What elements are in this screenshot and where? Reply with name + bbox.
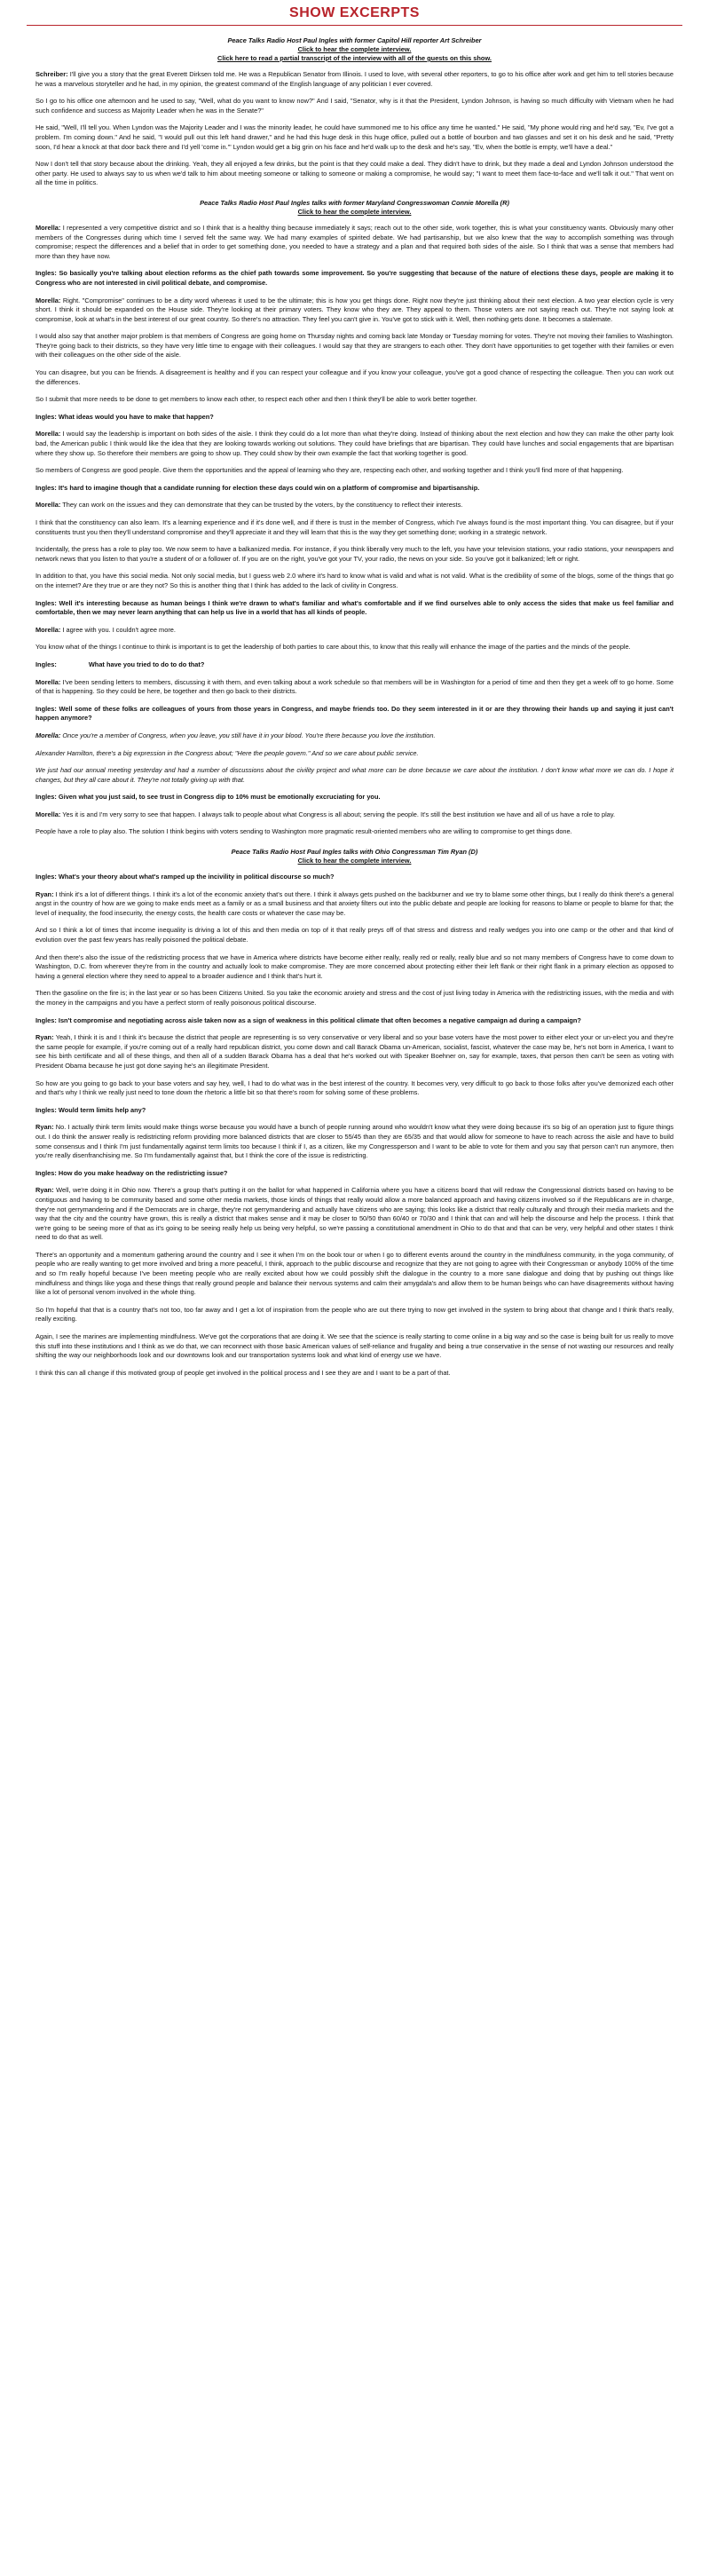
paragraph-text: You can disagree, but you can be friends. A disagreement is healthy and if you can respect your colleague and if you know your colleague, you've got a good chance of respecting the colleague. Then you can work out the differences. <box>35 368 674 386</box>
transcript-paragraph <box>35 1306 674 1324</box>
paragraph-text: I represented a very competitive district and so I think that is a healthy thing because immediately it says; reach out to the other side, work together, this is what your constituency wants. Obviously many other members of the Congresses during which time I served felt the same way. We had many examples of spirited debate. We had partisanship, but we also knew that the way to accomplish something was through compromise; respect the differences and a belief that in order to get something done, you needed to have a strategy and a plan and that required both sides of the aisle. So I think that was a sense that members had more than they have now. <box>35 223 674 260</box>
transcript-paragraph <box>35 678 674 697</box>
transcript-paragraph <box>35 1106 674 1116</box>
speaker-label: Morella: <box>35 501 61 510</box>
transcript-paragraph <box>35 989 674 1007</box>
paragraph-text: I think this can all change if this motivated group of people get involved in the political process and I see they are and I want to be a part of that. <box>35 1368 451 1377</box>
transcript-paragraph <box>35 1016 674 1026</box>
speaker-label: Morella: <box>35 430 61 439</box>
transcript-paragraph <box>35 395 674 405</box>
paragraph-text: Again, I see the marines are implementing mindfulness. We've got the corporations that are doing it. We see that the science is really starting to come online in a big way and so the case is being built for us really to move this stuff into these institutions and I think as we do that, we can reconnect with those basic American values of self-reliance and frugality and being a true conservative in the sense of not wasting our resources and really shifting the way our neighborhoods look and our downtowns look and our transportation systems look and what kind of energy use we have. <box>35 1332 674 1360</box>
paragraph-text: Once you're a member of Congress, when you leave, you still have it in your blood. You're there because you love the institution. <box>62 731 436 739</box>
paragraph-text: What ideas would you have to make that happen? <box>58 412 214 421</box>
paragraph-text: You know what of the things I continue to think is important is to get the leadership of both parties to care about this, to know that this really will enhance the image of the parties and the minds of the people. <box>35 643 631 652</box>
speaker-label: Ingles: <box>35 1015 57 1024</box>
speaker-label: Ingles: <box>35 793 57 802</box>
speaker-label: Ingles: <box>35 704 57 713</box>
transcript-paragraph <box>35 873 674 882</box>
transcript-paragraph <box>35 1332 674 1361</box>
paragraph-text: So members of Congress are good people. Give them the opportunities and the appeal of learning who they are, respecting each other, and working together and I think you'll find more of that happening. <box>35 466 624 475</box>
transcript-paragraph <box>35 572 674 590</box>
transcript-paragraph <box>35 368 674 387</box>
transcript-paragraph <box>35 224 674 261</box>
paragraph-text: So I submit that more needs to be done to get members to know each other, to respect each other and then I think they'll be able to work better together. <box>35 395 477 404</box>
transcript-paragraph <box>35 296 674 325</box>
transcript-paragraph <box>35 810 674 820</box>
transcript-paragraph <box>35 518 674 537</box>
paragraph-text: And then there's also the issue of the redistricting process that we have in America where districts have become either really, really red or really, really blue and so not many members of Congress have to come down to Washington, D.C. from wherever they're from in the country and actually look to make compromise. They are more concerned about protecting either their left flank or their right flank in a primary election as opposed to having a general election where they need to appeal to a broader audience and I think that's hurt it. <box>35 952 674 980</box>
interview-section <box>0 848 709 1378</box>
transcript-paragraph <box>35 1033 674 1071</box>
transcript-paragraph <box>35 1251 674 1298</box>
transcript-paragraph <box>35 332 674 360</box>
paragraph-text: Well, we're doing it in Ohio now. There's a group that's putting it on the ballot for what happened in California where you have a citizens board that will redraw the Congressional districts based on having to be contiguous and having to be community based and some other media markets, those kinds of things that really would allow a more balanced approach and having citizens involved so if the Republicans are in charge, they're not gerrymandering and if the Democrats are in charge, they're not gerrymandering and actually have citizens who are saying; this looks like a district that really culturally and through their media markets and the way that the city and the country have grown, this is really a district that makes sense and it may be closer to 50/50 than 60/40 or 70/30 and I think that can and will help the discourse and help the process. I think that we're going to be seeing more of that as it's going to be seeing really help us being very helpful, so we're passing a constitutional amendment in Ohio to do that and that can be very, very helpful and other states I think need to do that as well. <box>35 1186 674 1242</box>
transcript-paragraph <box>35 599 674 618</box>
paragraph-text: Isn't compromise and negotiating across aisle taken now as a sign of weakness in this political climate that often becomes a negative campaign ad during a campaign? <box>58 1015 581 1024</box>
paragraph-text: I think that the constituency can also learn. It's a learning experience and if it's done well, and if there is trust in the member of Congress, which I've always found is the most important thing. You can disagree, but if your constituents trust you then they'll understand compromise and they'll appreciate it and they will learn that this is the way they get something done; working in a strategic network. <box>35 518 674 536</box>
section-header <box>35 199 674 217</box>
speaker-label: Ingles: <box>35 483 57 492</box>
transcript-paragraph <box>35 269 674 288</box>
paragraph-text: I'll give you a story that the great Everett Dirksen told me. He was a Republican Senator from Illinois. I used to love, with several other reporters, to go to his office after work and get him to tell stories because he was a marvelous storyteller and he had, in my opinion, the greatest command of the English language of any politician I ever covered. <box>35 70 674 88</box>
transcript-paragraph <box>35 660 674 670</box>
transcript-paragraph <box>35 705 674 723</box>
paragraph-text: In addition to that, you have this social media. Not only social media, but I guess web 2.0 where it's hard to know what is valid and what is not valid. What is the credibility of some of the blogs, some of the things that go on the internet? Are they true or are they not? So this is another thing that I think has added to the lack of civility in Congress. <box>35 572 674 589</box>
paragraph-text: People have a role to play also. The solution I think begins with voters sending to Washington more pragmatic result-oriented members who are willing to compromise to get things done. <box>35 827 572 836</box>
transcript-paragraph <box>35 890 674 919</box>
paragraph-text: Yeah, I think it is and I think it's because the district that people are representing is so very conservative or very liberal and so your base voters have the most power to either elect your or un-elect you and they're the same people for example, if you're coming out of a really hard republican district, you come down and call Barack Obama un-American, socialist, fascist, whatever the case may be, he's not born in America, I want to see his birth certificate and all of these things, and then all of a sudden Barack Obama has a deal that he's worked out with Speaker Boehner on, say for example, taxes, that person then can't be seen as voting with President Obama because he just got done saying he's an illegitimate President. <box>35 1033 674 1070</box>
transcript-paragraph <box>35 1369 674 1379</box>
speaker-label: Ingles: <box>35 412 57 421</box>
transcript-paragraph <box>35 1123 674 1160</box>
transcript-paragraph <box>35 1186 674 1243</box>
paragraph-text: Would term limits help any? <box>58 1105 146 1114</box>
paragraph-text: Alexander Hamilton, there's a big expression in the Congress about; "Here the people govern." And so we care about public service. <box>35 748 419 757</box>
paragraph-text: I think it's a lot of different things. I think it's a lot of the economic anxiety that's out there. I think it always gets pushed on the backburner and we try to blame some other things, but I really do think there's a general angst in the country of how are we going to make ends meet as a family or as a small business and that anxiety filters out into the public debate and people are looking for reasons to blame or people to blame for that; the level of inequality, the food insecurity, the energy costs, the health care costs or whatever the case may be. <box>35 889 674 917</box>
paragraph-text: There's an opportunity and a momentum gathering around the country and I see it when I'm on the book tour or when I go to different events around the country in the mindfulness community, in the yoga community, of people who are really wanting to get more involved and bring a more peaceful, I think, approach to the public discourse and recognize that they are not going to agree with their Congressman or anybody 100% of the time and so I'm really hopeful because I've been meeting people who are really excited about how we could possibly shift the dialogue in the country to a more sane dialogue and doing that by pushing out things like mindfulness and things like yoga and these things that really ground people and balance their nervous systems and calm their amygdala's and allow them to be human beings who can have disagreements without having like a lot of personal venom involved in the whole thing. <box>35 1250 674 1297</box>
transcript-paragraph <box>35 1079 674 1098</box>
transcript-paragraph <box>35 97 674 115</box>
paragraph-text: What have you tried to do to do that? <box>88 660 205 668</box>
read-transcript-link[interactable]: Click here to read a partial transcript of the interview with all of the guests on this show. <box>217 54 492 62</box>
paragraph-text: Yes it is and I'm very sorry to see that happen. I always talk to people about what Congress is all about; serving the people. It's still the best institution we have and all of us have a role to play. <box>62 810 616 818</box>
speaker-label: Ingles: <box>35 269 57 278</box>
section-heading: Peace Talks Radio Host Paul Ingles talks with former Maryland Congresswoman Connie Morella (R) <box>200 198 509 207</box>
paragraph-text: No. I actually think term limits would make things worse because you would have a bunch of people running around who wouldn't know what they were doing because it's so big of an operation just to figure things out. I do think the answer really is redistricting reform providing more balanced districts that are closer to 55/45 than they are 65/35 and that would allow for someone to have to reach across the aisle and have to build some consensus and I think I'm just fundamentally against term limits too because I think if I, as a citizen, like my Congressperson and I want to be able to vote for them and you say that person can't run anymore, then you're really disenfranchising me. So I'm fundamentally against that, but I think the core of the issue is redistricting. <box>35 1123 674 1160</box>
speaker-label: Ryan: <box>35 1033 54 1042</box>
excerpts-content <box>0 36 709 1378</box>
speaker-label: Morella: <box>35 810 61 818</box>
speaker-label: Morella: <box>35 731 61 739</box>
paragraph-text: We just had our annual meeting yesterday and had a number of discussions about the civility project and what more can be done because we care about the institution. I don't know what more we can do. I hope it changes, but they all care about it. They're not totally giving up with that. <box>35 766 674 784</box>
speaker-label: Ingles: <box>35 1105 57 1114</box>
transcript-paragraph <box>35 926 674 944</box>
interview-section <box>0 199 709 837</box>
section-heading: Peace Talks Radio Host Paul Ingles with former Capitol Hill reporter Art Schreiber <box>227 36 482 44</box>
transcript-paragraph <box>35 123 674 152</box>
speaker-label: Ingles: <box>35 598 57 607</box>
paragraph-text: Right. "Compromise" continues to be a dirty word whereas it used to be the ultimate; this is how you get things done. Right now they're just thinking about their next election. A two year election cycle is very short. I think it should be expanded on the House side. They're looking at their primary voters. They know who they are. They appeal to them. Those voters are not saying reach out. They're not saying look at compromise, look at what's in the best interest of our great country. So there's no attraction. They feel you can't give in. You've got to stick with it. Well, then nothing gets done. It becomes a stalemate. <box>35 296 674 323</box>
paragraph-text: How do you make headway on the redistricting issue? <box>58 1168 228 1177</box>
transcript-paragraph <box>35 160 674 188</box>
paragraph-text: I would also say that another major problem is that members of Congress are going home on Thursday nights and coming back late Monday or Tuesday morning for votes. They're not moving their families to Washington. They're going back to their districts, so they have very little time to engage with their colleagues. I would say that they are strangers to each other. They don't have opportunities to get together with their families or even with their colleagues on the other side of the aisle. <box>35 332 674 360</box>
paragraph-text: Well some of these folks are colleagues of yours from those years in Congress, and maybe friends too. Do they seem interested in it or are they throwing their hands up and saying it just can't happen anymore? <box>35 704 674 723</box>
transcript-paragraph <box>35 766 674 785</box>
transcript-paragraph <box>35 413 674 423</box>
paragraph-text: So basically you're talking about election reforms as the chief path towards some improvement. So you're suggesting that because of the nature of elections these days, people are making it to Congress who are not interested in civil political debate, and compromise. <box>35 269 674 287</box>
transcript-paragraph <box>35 430 674 458</box>
paragraph-text: I've been sending letters to members, discussing it with them, and even talking about a work schedule so that members will be in Washington for a period of time and then they get a week off to go home. Some of that is happening. So they could be here, be together and then go back to their districts. <box>35 677 674 696</box>
transcript-paragraph <box>35 545 674 564</box>
transcript-paragraph <box>35 749 674 759</box>
speaker-label: Morella: <box>35 625 61 634</box>
transcript-paragraph <box>35 793 674 802</box>
paragraph-text: And so I think a lot of times that income inequality is driving a lot of this and then media on top of it that really preys off of that stress and distress and really wedges you into one camp or the other and that kind of evolution over the past few years has really poisoned the political debate. <box>35 926 674 944</box>
title-divider <box>27 25 682 26</box>
speaker-label: Ryan: <box>35 1123 54 1132</box>
transcript-paragraph <box>35 953 674 982</box>
paragraph-text: I agree with you. I couldn't agree more. <box>62 625 176 634</box>
transcript-paragraph <box>35 466 674 476</box>
paragraph-text: They can work on the issues and they can demonstrate that they can be trusted by the voters, by the constituency to reflect their interests. <box>62 501 463 510</box>
paragraph-text: It's hard to imagine though that a candidate running for election these days could win on a platform of compromise and bipartisanship. <box>58 483 480 492</box>
transcript-paragraph <box>35 731 674 741</box>
speaker-label: Ingles: <box>35 1168 57 1177</box>
paragraph-text: I would say the leadership is important on both sides of the aisle. I think they could do a lot more than what they're doing. Instead of thinking about the next election and how they can make the other party look bad, the American public I think would like the idea that they are looking towards working out solutions. They could have briefings that are bipartisan. They could have lunches and social engagements that are bipartisan where they show up. So therefore their members are going to show up. They could show by their own example the fact that working together is good. <box>35 430 674 457</box>
transcript-paragraph <box>35 643 674 652</box>
page-title: SHOW EXCERPTS <box>289 5 420 20</box>
paragraph-text: What's your theory about what's ramped up the incivility in political discourse so much? <box>58 873 335 881</box>
transcript-paragraph <box>35 827 674 837</box>
speaker-label: Morella: <box>35 223 61 232</box>
speaker-label: Morella: <box>35 677 61 686</box>
transcript-paragraph <box>35 484 674 494</box>
paragraph-text: Well it's interesting because as human beings I think we're drawn to what's familiar and what's comfortable and if we find ourselves able to only access the sides that make us feel familiar and comfortable, then we may never learn anything that can help us live in a world that has all kinds of people. <box>35 598 674 617</box>
paragraph-text: So I'm hopeful that that is a country that's not too, too far away and I get a lot of inspiration from the people who are out there trying to now get involved in the system to bring about that change and I think that's really, really exciting. <box>35 1305 674 1324</box>
section-header <box>35 36 674 63</box>
hear-interview-link[interactable]: Click to hear the complete interview. <box>297 857 412 865</box>
paragraph-text: He said, "Well, I'll tell you. When Lyndon was the Majority Leader and I was the minority leader, he could have summoned me to his office any time he wanted." He said, "My phone would ring and he'd say, "Ev, I've got a problem. I'm coming down." And he said, "I would pull out this left hand drawer," and he had this huge desk in this huge office, pulled out a bottle of bourbon and two glasses and set it on his desk and he said, "Pretty soon, I'd hear a knock at that door back there and I'd yell 'come in.'" Lyndon would get a big grin on his face and he'd walk up to the desk and he's say, "Ev, when the bottle is empty, we'll have a deal." <box>35 123 674 151</box>
paragraph-text: Now I don't tell that story because about the drinking. Yeah, they all enjoyed a few drinks, but the point is that they could make a deal. They didn't have to drink, but they made a deal and Lyndon Johnson understood the other party. He used to always say to us when we'd talk to him about meeting someone or talking to someone or making a compromise, he would say; "I want to meet them face-to-face and we'll talk it out." That went on all the time in politics. <box>35 160 674 187</box>
speaker-label: Schreiber: <box>35 70 68 78</box>
speaker-label: Ingles: <box>35 873 57 881</box>
hear-interview-link[interactable]: Click to hear the complete interview. <box>297 207 412 216</box>
speaker-label: Ingles: <box>35 660 57 668</box>
paragraph-text: Given what you just said, to see trust in Congress dip to 10% must be emotionally excruciating for you. <box>58 793 381 802</box>
paragraph-text: Incidentally, the press has a role to play too. We now seem to have a balkanized media. For instance, if you think liberally very much to the left, you have your television stations, your radio stations, your newspapers and network news that you listen to that you're a student of or a follower of. If you are on the right, you've got your TV, your radio, the news on your side. So you've got it balkanized; left or right. <box>35 545 674 563</box>
hear-interview-link[interactable]: Click to hear the complete interview. <box>297 45 412 53</box>
speaker-label: Ryan: <box>35 889 54 898</box>
paragraph-text: So how are you going to go back to your base voters and say hey, well, I had to do what was in the best interest of the country. It becomes very, very difficult to go back to those folks after you've demonized each other and that's why I think we really just need to tone down the rhetoric a little bit so that there's room for solving some of these problems. <box>35 1079 674 1097</box>
paragraph-text: Then the gasoline on the fire is; in the last year or so has been Citizens United. So you take the economic anxiety and stress and the cost of just living today in America with the redistricting issues, with the media and with the money in the campaigns and you have a perfect storm of really poisonous political discourse. <box>35 989 674 1007</box>
section-heading: Peace Talks Radio Host Paul Ingles talks with Ohio Congressman Tim Ryan (D) <box>231 848 478 857</box>
paragraph-text: So I go to his office one afternoon and he used to say, "Well, what do you want to know now?" And I said, "Senator, why is it that the President, Lyndon Johnson, is having so much difficulty with Vietnam when he had such confidence and success as Majority Leader when he was in the Senate?" <box>35 97 674 115</box>
section-header <box>35 848 674 865</box>
speaker-label: Morella: <box>35 296 61 304</box>
transcript-paragraph <box>35 1169 674 1179</box>
transcript-paragraph <box>35 501 674 510</box>
speaker-label: Ryan: <box>35 1186 54 1195</box>
transcript-paragraph <box>35 626 674 636</box>
interview-section <box>0 36 709 188</box>
transcript-paragraph <box>35 70 674 89</box>
